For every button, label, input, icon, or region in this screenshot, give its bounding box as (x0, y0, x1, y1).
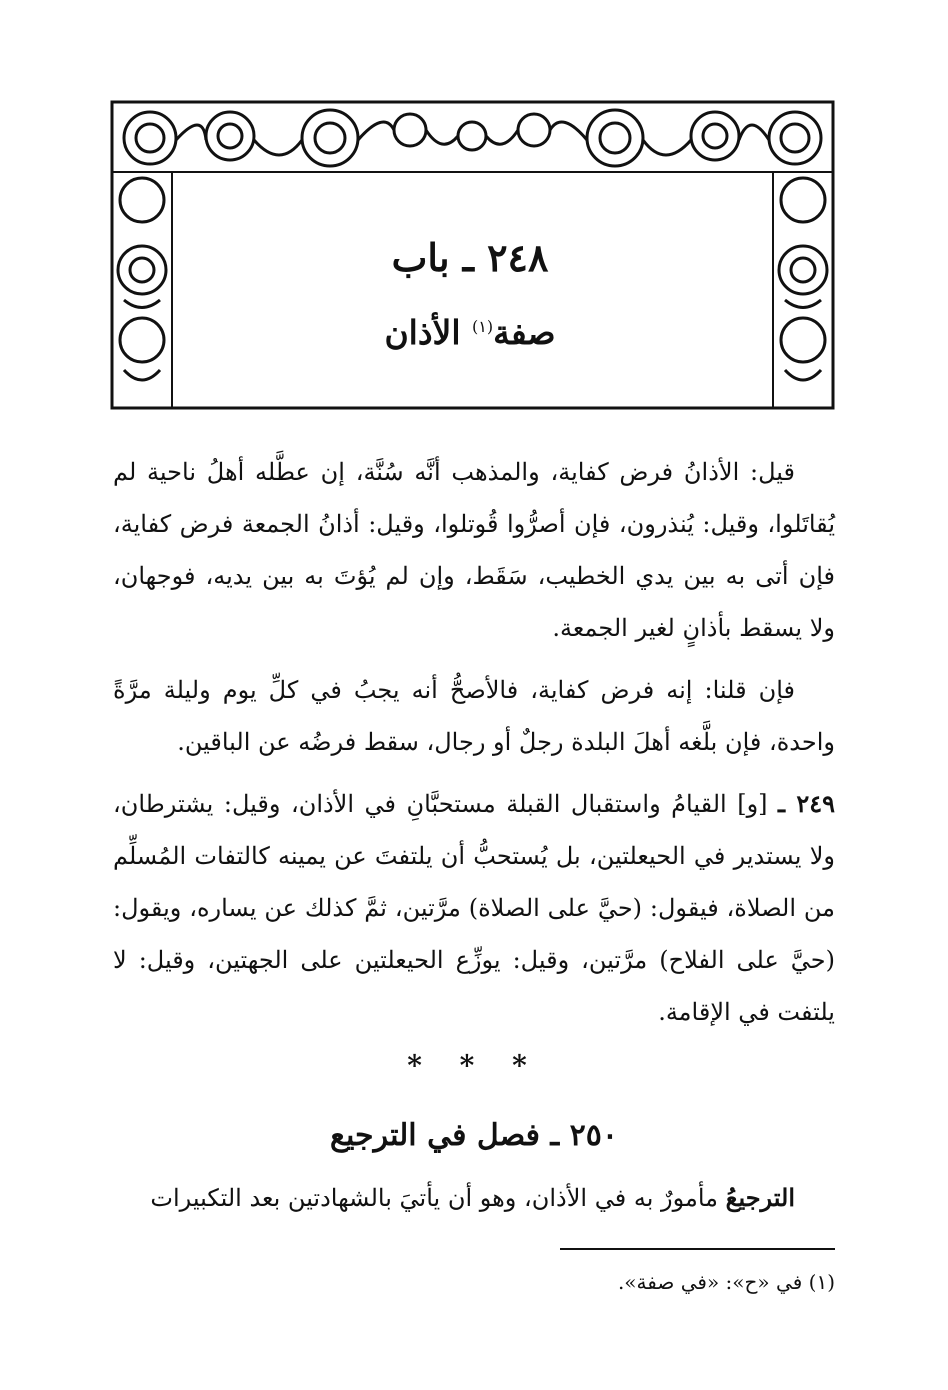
footnote (400, 1264, 835, 1300)
section-lead-word: الترجيعُ (725, 1183, 795, 1212)
chapter-subtitle-main: صفة (493, 313, 556, 352)
footnote-divider (560, 1248, 835, 1250)
main-text (113, 446, 835, 1048)
item-249 (113, 778, 835, 1038)
item-number: ٢٤٩ ـ (778, 789, 835, 818)
chapter-title: ٢٤٨ ـ باب (391, 235, 549, 280)
footnote-text: في «ح»: «في صفة». (617, 1270, 803, 1294)
paragraph-1: قيل: الأذانُ فرض كفاية، والمذهب أنَّه سُنَّة، إن عطَّله أهلُ ناحية لم يُقاتَلوا، وقيل: يُنذرون، فإن أصرُّوا قُوتلوا، وقيل: أذانُ الجمعة فرض كفاية، فإن أتى به بين يدي الخطيب، سَقَط، وإن لم يُؤتَ به بين يديه، فوجهان، ولا يسقط بأذانٍ لغير الجمعة. (113, 458, 836, 642)
paragraph-2: فإن قلنا: إنه فرض كفاية، فالأصحُّ أنه يجبُ في كلِّ يوم وليلة مرَّةً واحدة، فإن بلَّغه أهلَ البلدة رجلٌ أو رجال، سقط فرضُه عن الباقين. (113, 676, 835, 756)
section-heading: ٢٥٠ ـ فصل في الترجيع (330, 1118, 618, 1153)
section-paragraph (113, 1172, 835, 1224)
footnote-marker: (١) (808, 1270, 835, 1294)
footnote-ref[interactable]: (١) (472, 317, 494, 336)
chapter-subtitle-rest: الأذان (384, 313, 461, 352)
section-text: مأمورٌ به في الأذان، وهو أن يأتيَ بالشهادتين بعد التكبيرات (150, 1184, 719, 1212)
separator: * * * (407, 1049, 541, 1082)
item-text: [و] القيامُ واستقبال القبلة مستحبَّانِ في الأذان، وقيل: يشترطان، ولا يستدير في الحيعلتين، بل يُستحبُّ أن يلتفتَ عن يمينه كالتفات المُسلِّم من الصلاة، فيقول: (حيَّ على الصلاة) مرَّتين، ثمَّ كذلك عن يساره، ويقول: (حيَّ على الفلاح) مرَّتين، وقيل: يوزِّع الحيعلتين على الجهتين، وقيل: لا يلتفت في الإقامة. (113, 790, 835, 1026)
chapter-subtitle (300, 303, 640, 357)
